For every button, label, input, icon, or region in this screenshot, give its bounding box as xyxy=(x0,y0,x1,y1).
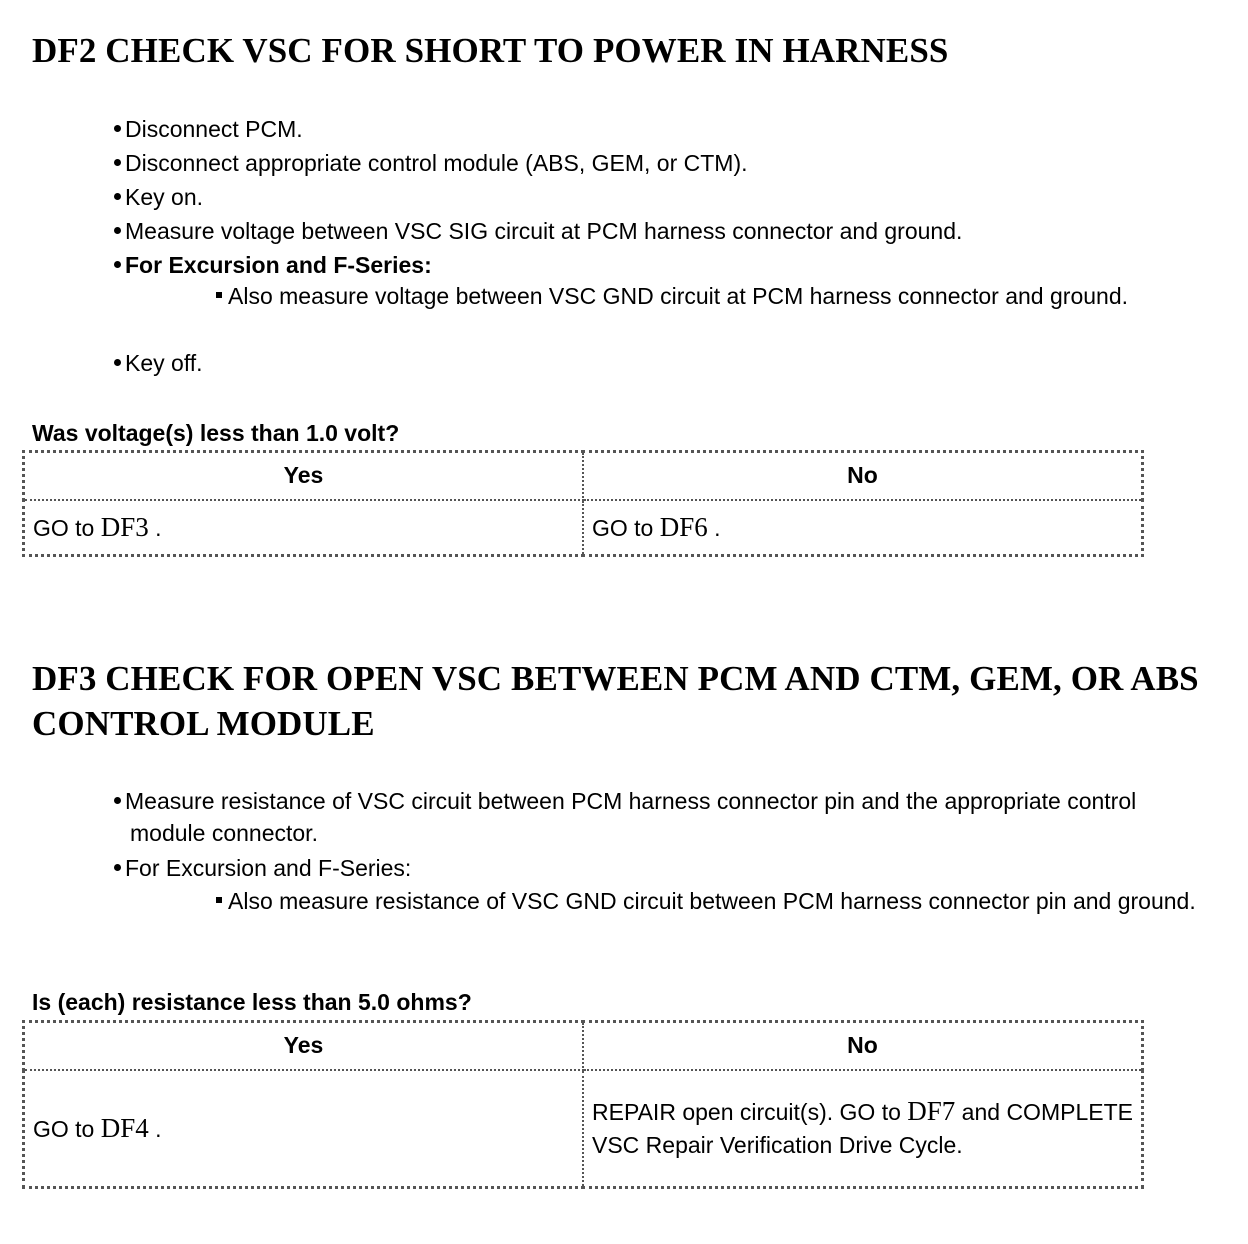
section2-question: Is (each) resistance less than 5.0 ohms? xyxy=(32,989,472,1015)
step-text: Measure voltage between VSC SIG circuit at PCM harness connector and ground. xyxy=(125,218,963,244)
no-cell: REPAIR open circuit(s). GO to DF7 and COMPLETE VSC Repair Verification Drive Cycle. xyxy=(583,1070,1143,1188)
bullet-square-icon xyxy=(216,283,228,309)
step-text: Disconnect appropriate control module (ABS, GEM, or CTM). xyxy=(125,150,748,176)
yes-cell: GO to DF3 . xyxy=(24,500,584,556)
step-item xyxy=(114,851,411,885)
step-text: Disconnect PCM. xyxy=(125,116,303,142)
section1-question: Was voltage(s) less than 1.0 volt? xyxy=(32,420,400,446)
table-header-row xyxy=(24,452,1143,500)
yes-header: Yes xyxy=(24,452,584,500)
step-text: Key off. xyxy=(125,350,203,376)
reference-link[interactable]: DF7 xyxy=(907,1095,956,1126)
bullet-dot-icon xyxy=(114,184,125,210)
yes-cell: GO to DF4 . xyxy=(24,1070,584,1188)
step-item xyxy=(114,346,203,380)
bullet-dot-icon xyxy=(114,150,125,176)
bullet-dot-icon xyxy=(114,350,125,376)
reference-link[interactable]: DF6 xyxy=(659,511,708,542)
table-row xyxy=(24,500,1143,556)
section1-title: DF2 CHECK VSC FOR SHORT TO POWER IN HARNESS xyxy=(32,31,949,70)
bullet-dot-icon xyxy=(114,855,125,881)
step-text: Measure resistance of VSC circuit between PCM harness connector pin and the appropriate control module connector. xyxy=(125,788,1137,846)
step-text: Also measure voltage between VSC GND circuit at PCM harness connector and ground. xyxy=(228,283,1128,309)
step-item xyxy=(114,214,962,248)
bullet-dot-icon xyxy=(114,252,125,278)
table-row xyxy=(24,1070,1143,1188)
no-header: No xyxy=(583,1022,1143,1070)
table-header-row xyxy=(24,1022,1143,1070)
step-text: For Excursion and F-Series: xyxy=(125,252,432,278)
step-item xyxy=(114,785,1150,849)
step-text: Also measure resistance of VSC GND circuit between PCM harness connector pin and ground. xyxy=(228,888,1196,914)
sub-step-item xyxy=(216,885,1232,917)
sub-step-item xyxy=(216,280,1242,312)
yes-header: Yes xyxy=(24,1022,584,1070)
bullet-dot-icon xyxy=(114,788,125,814)
bullet-dot-icon xyxy=(114,116,125,142)
step-item xyxy=(114,180,203,214)
no-header: No xyxy=(583,452,1143,500)
section2-result-table xyxy=(22,1020,1144,1189)
section1-result-table xyxy=(22,450,1144,557)
reference-link[interactable]: DF4 xyxy=(100,1112,149,1143)
reference-link[interactable]: DF3 xyxy=(100,511,149,542)
step-item xyxy=(114,248,432,282)
step-text: Key on. xyxy=(125,184,203,210)
bullet-dot-icon xyxy=(114,218,125,244)
section2-title: DF3 CHECK FOR OPEN VSC BETWEEN PCM AND CTM, GEM, OR ABS CONTROL MODULE xyxy=(32,659,1199,743)
bullet-square-icon xyxy=(216,888,228,914)
no-cell: GO to DF6 . xyxy=(583,500,1143,556)
step-item xyxy=(114,112,303,146)
step-text: For Excursion and F-Series: xyxy=(125,855,412,881)
step-item xyxy=(114,146,748,180)
